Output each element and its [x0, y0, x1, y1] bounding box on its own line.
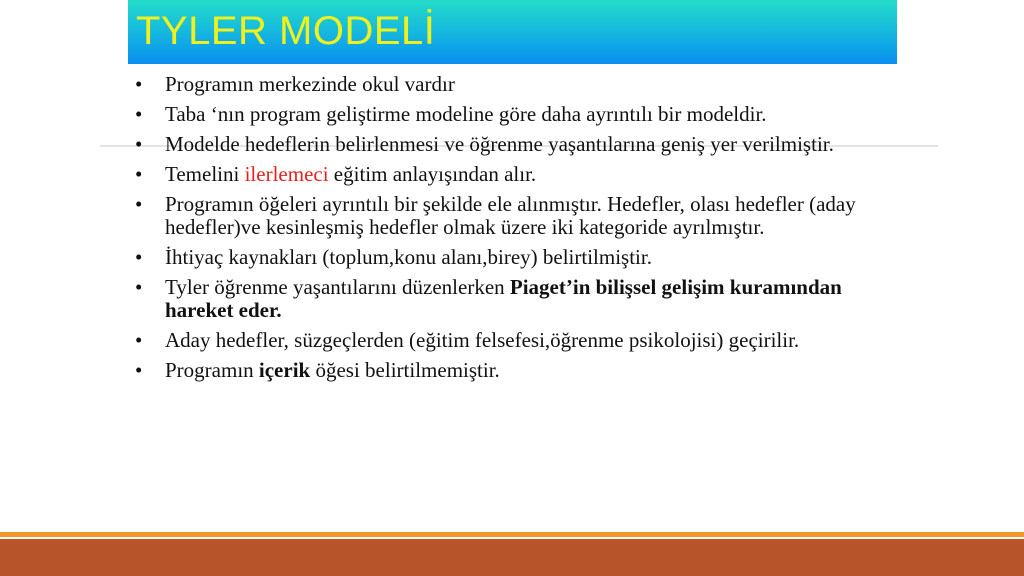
bullet-dot-icon: •: [135, 275, 143, 299]
footer-accent-line: [0, 532, 1024, 537]
title-banner: [128, 0, 897, 64]
bullet-item: [130, 246, 870, 269]
bullet-text-part: öğesi belirtilmemiştir.: [310, 358, 500, 382]
footer-bar: [0, 539, 1024, 576]
bullet-dot-icon: •: [135, 102, 143, 126]
bullet-list: [130, 73, 870, 389]
bullet-text-part: Temelini: [165, 162, 245, 186]
bullet-text: İhtiyaç kaynakları (toplum,konu alanı,birey) belirtilmiştir.: [165, 245, 652, 269]
bullet-dot-icon: •: [135, 132, 143, 156]
bullet-item: [130, 73, 870, 96]
bold-term: Piaget’in bilişsel gelişim kuramından hareket eder.: [165, 275, 842, 322]
slide-title: TYLER MODELİ: [136, 9, 436, 53]
bullet-item: [130, 133, 870, 156]
bullet-text: Programın öğeleri ayrıntılı bir şekilde ele alınmıştır. Hedefler, olası hedefler (aday hedefler)ve kesinleşmiş hedefler olmak üzere iki kategoride ayrılmıştır.: [165, 192, 856, 239]
bold-term: içerik: [258, 358, 311, 382]
bullet-item: [130, 103, 870, 126]
bullet-item: [130, 276, 870, 322]
highlighted-term: ilerlemeci: [244, 162, 329, 186]
bullet-text: Aday hedefler, süzgeçlerden (eğitim felsefesi,öğrenme psikolojisi) geçirilir.: [165, 328, 800, 352]
bullet-text: Taba ‘nın program geliştirme modeline göre daha ayrıntılı bir modeldir.: [165, 102, 767, 126]
bullet-dot-icon: •: [135, 328, 143, 352]
bullet-text: [165, 162, 536, 186]
bullet-dot-icon: •: [135, 72, 143, 96]
bullet-dot-icon: •: [135, 358, 143, 382]
bullet-item: [130, 359, 870, 382]
bullet-text: [165, 358, 500, 382]
bullet-text: Programın merkezinde okul vardır: [165, 72, 455, 96]
bullet-dot-icon: •: [135, 192, 143, 216]
bullet-text-part: Tyler öğrenme yaşantılarını düzenlerken: [165, 275, 510, 299]
bullet-text: Modelde hedeflerin belirlenmesi ve öğrenme yaşantılarına geniş yer verilmiştir.: [165, 132, 834, 156]
bullet-text-part: Programın: [165, 358, 259, 382]
bullet-item: [130, 329, 870, 352]
bullet-dot-icon: •: [135, 245, 143, 269]
bullet-text-part: eğitim anlayışından alır.: [328, 162, 537, 186]
bullet-text: [165, 275, 842, 322]
bullet-dot-icon: •: [135, 162, 143, 186]
bullet-item: [130, 163, 870, 186]
bullet-item: [130, 193, 870, 239]
